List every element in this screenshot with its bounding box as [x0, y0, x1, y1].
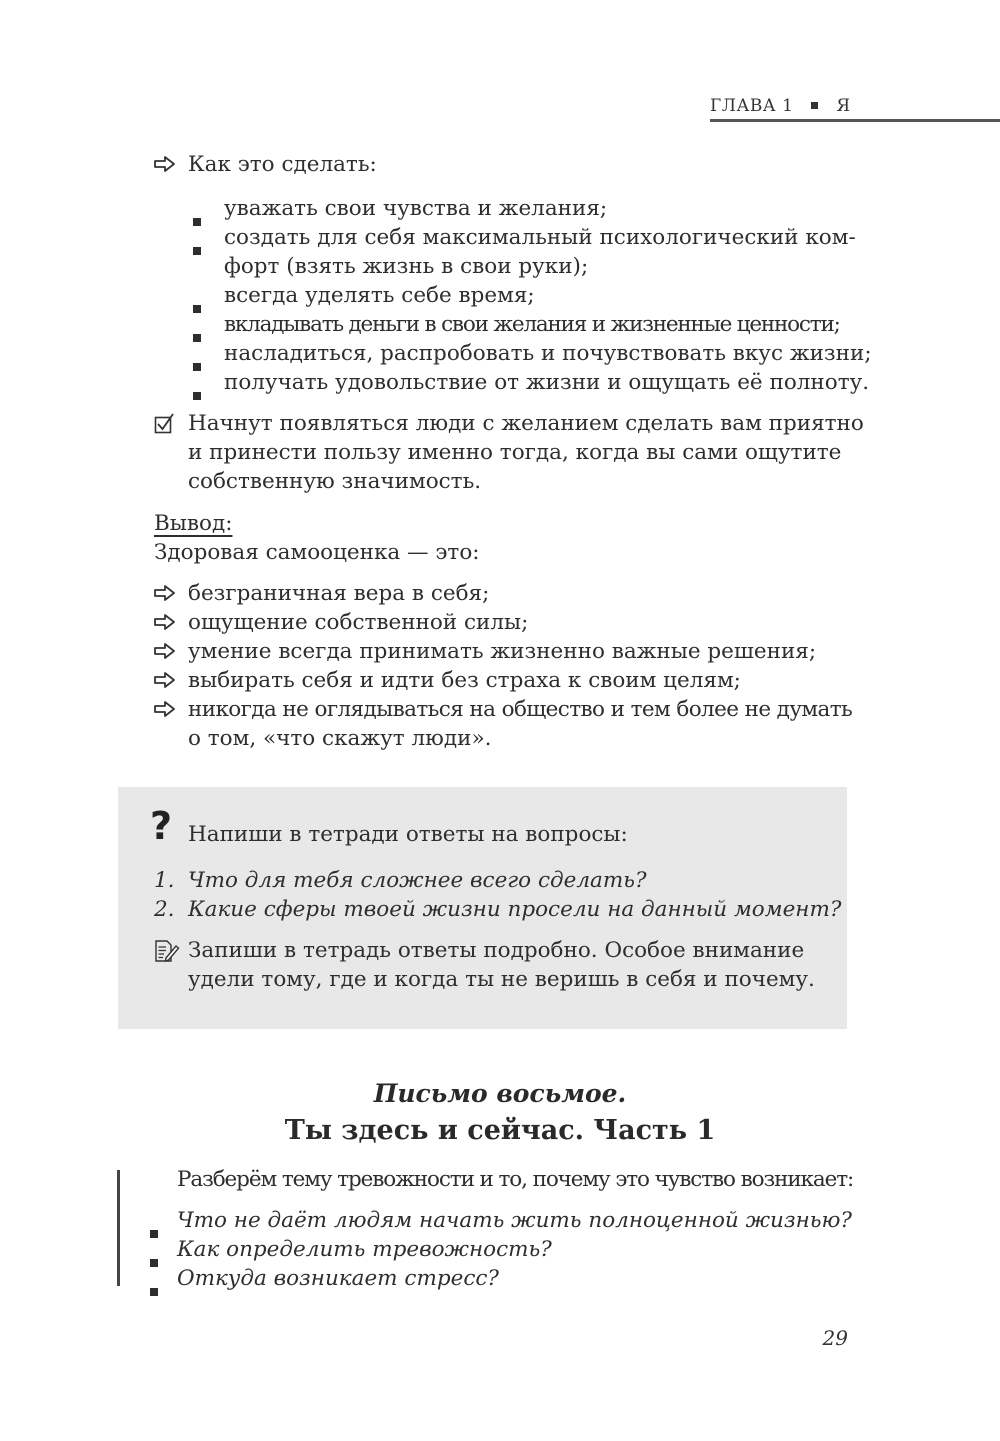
list-item-text: получать удовольствие от жизни и ощущать её полноту.: [224, 370, 870, 395]
letter-title-italic: Письмо восьмое.: [373, 1079, 627, 1108]
exercise-note-line: удели тому, где и когда ты не веришь в себя и почему.: [188, 967, 815, 992]
square-bullet-icon: [193, 205, 223, 235]
list-item-text: всегда уделять себе время;: [224, 283, 535, 308]
conclusion-item-text: безграничная вера в себя;: [188, 581, 490, 606]
letter-topic-text: Как определить тревожность?: [177, 1237, 552, 1262]
conclusion-item-text: никогда не оглядываться на общество и тем более не думать: [188, 697, 853, 722]
checked-note-line: собственную значимость.: [188, 469, 482, 494]
running-header-text: [710, 96, 851, 116]
list-item-text: создать для себя максимальный психологический ком-: [224, 225, 856, 250]
question-text: Что для тебя сложнее всего сделать?: [188, 868, 647, 893]
checkbox-checked-icon: [154, 412, 184, 443]
letter-intro-text: Разберём тему тревожности и то, почему это чувство возникает:: [177, 1167, 854, 1192]
square-bullet-icon: [193, 379, 223, 409]
question-mark-icon: ?: [150, 804, 173, 848]
list-item-text: уважать свои чувства и желания;: [224, 196, 608, 221]
chapter-label: ГЛАВА 1: [710, 96, 794, 116]
arrow-right-icon: [153, 697, 183, 727]
page-number: 29: [822, 1326, 848, 1350]
letter-title-bold: Ты здесь и сейчас. Часть 1: [284, 1115, 716, 1146]
arrow-right-icon: [153, 152, 183, 182]
checked-note-line: Начнут появляться люди с желанием сделать вам приятно: [188, 411, 864, 436]
square-bullet-icon: [150, 1217, 180, 1247]
square-bullet-icon: [193, 292, 223, 322]
conclusion-item-text: ощущение собственной силы;: [188, 610, 529, 635]
square-bullet-icon: [150, 1246, 180, 1276]
section-label: Я: [836, 96, 851, 116]
conclusion-item-text: выбирать себя и идти без страха к своим целям;: [188, 668, 741, 693]
list-item-text: насладиться, распробовать и почувствовать вкус жизни;: [224, 341, 872, 366]
running-header: [710, 96, 1000, 126]
letter-topic-text: Что не даёт людям начать жить полноценной жизнью?: [177, 1208, 852, 1233]
list-item-text: вкладывать деньги в свои желания и жизненные ценности;: [224, 312, 840, 337]
conclusion-item-text: о том, «что скажут люди».: [188, 726, 492, 751]
how-to-lead-text: Как это сделать:: [188, 152, 377, 177]
arrow-right-icon: [153, 581, 183, 611]
arrow-right-icon: [153, 610, 183, 640]
square-bullet-icon: [150, 1275, 180, 1305]
question-number: 2.: [154, 897, 175, 922]
list-item-text: форт (взять жизнь в свои руки);: [224, 254, 589, 279]
checked-note-line: и принести пользу именно тогда, когда вы сами ощутите: [188, 440, 842, 465]
square-bullet-icon: [193, 321, 223, 351]
conclusion-item-text: умение всегда принимать жизненно важные решения;: [188, 639, 817, 664]
conclusion-lead-text: Здоровая самооценка — это:: [154, 540, 480, 565]
arrow-right-icon: [153, 639, 183, 669]
exercise-prompt-text: Напиши в тетради ответы на вопросы:: [188, 822, 628, 847]
square-bullet-icon: [193, 234, 223, 264]
square-bullet-icon: [193, 350, 223, 380]
letter-topic-text: Откуда возникает стресс?: [177, 1266, 499, 1291]
header-rule: [710, 119, 1000, 122]
arrow-right-icon: [153, 668, 183, 698]
header-separator-square: [811, 102, 818, 109]
conclusion-label-text: Вывод:: [154, 511, 233, 536]
sidebar-rule: [117, 1170, 120, 1286]
question-number: 1.: [154, 868, 175, 893]
note-pencil-icon: [154, 939, 184, 972]
exercise-note-line: Запиши в тетрадь ответы подробно. Особое внимание: [188, 938, 805, 963]
question-text: Какие сферы твоей жизни просели на данный момент?: [188, 897, 842, 922]
